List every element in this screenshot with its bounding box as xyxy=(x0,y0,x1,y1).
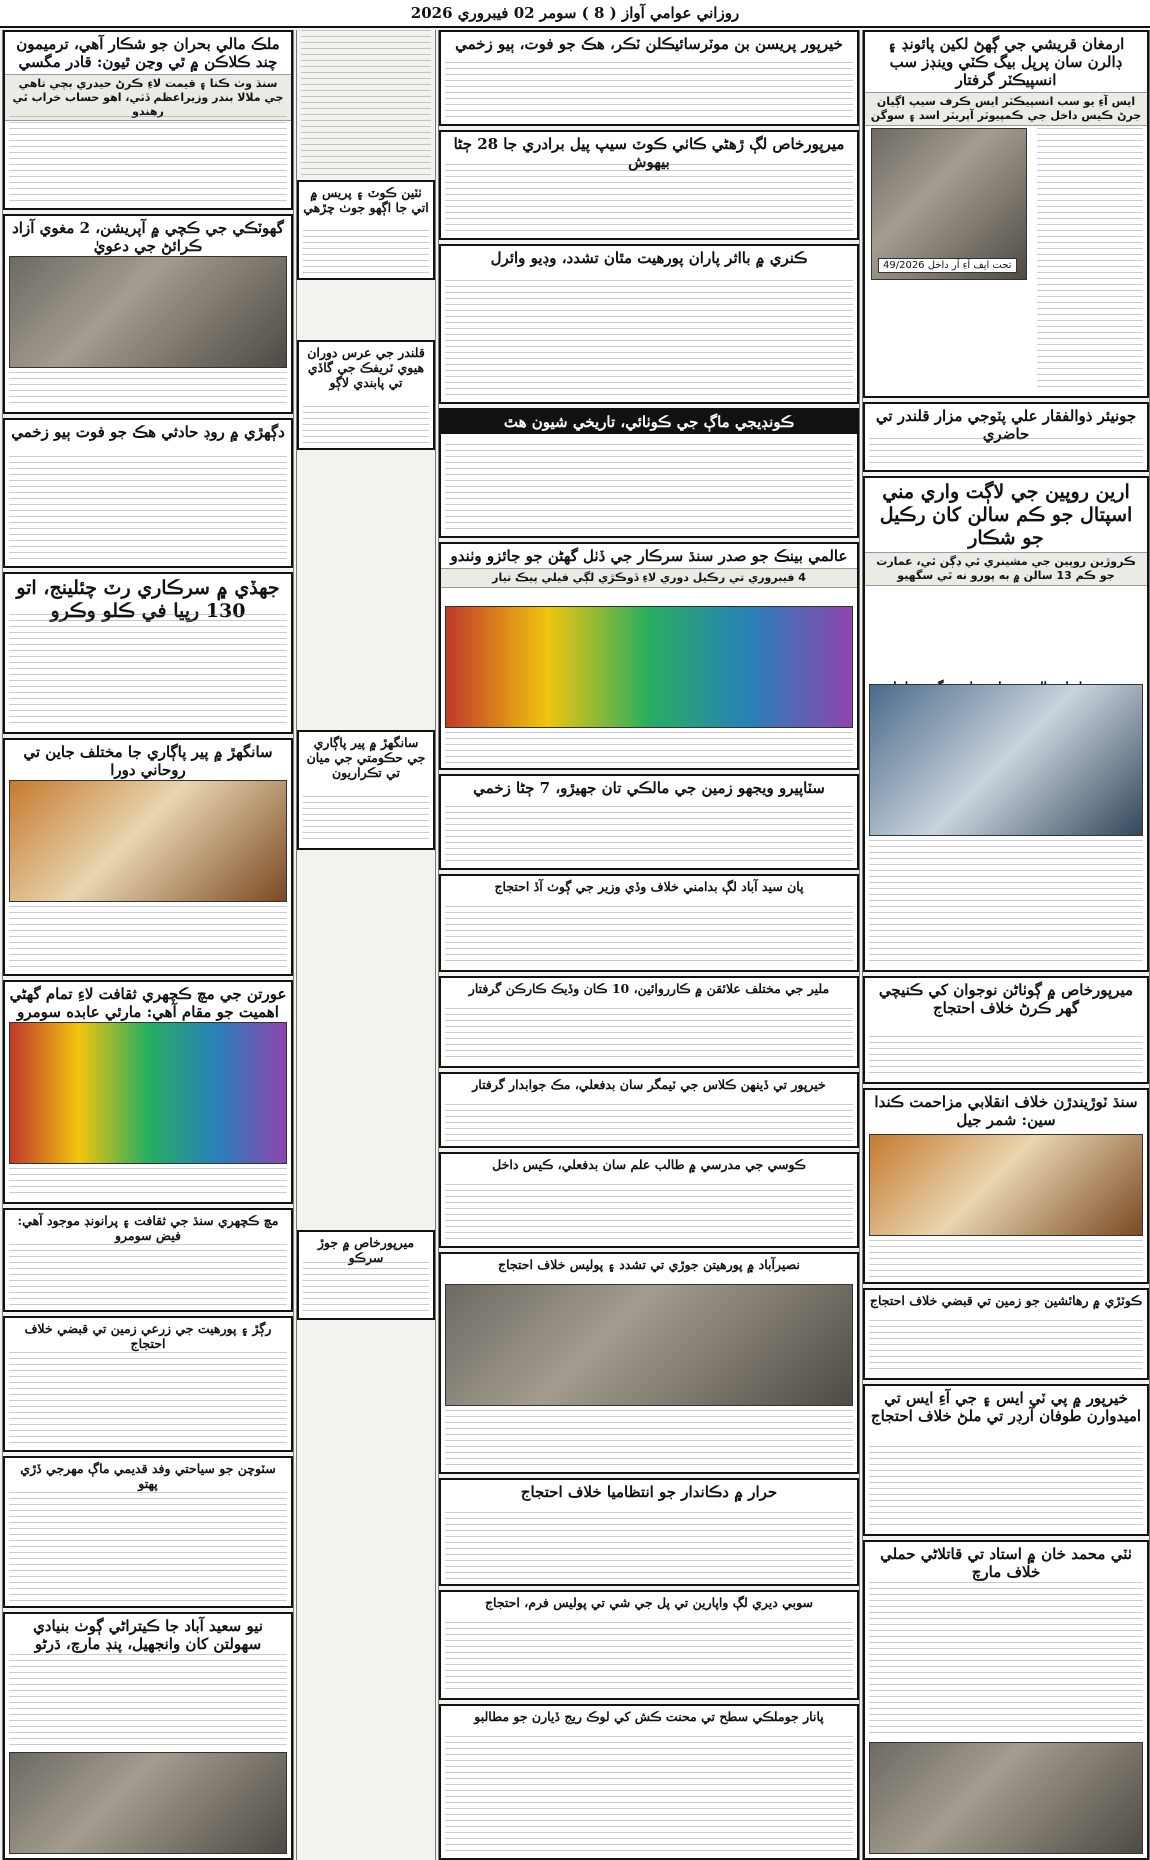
subheadline: ايس آءِ يو سب انسپيڪٽر ايس ڪرف سيپ اڳيان جرڻ ڪيس داخل جي ڪمپيوٽر آپريٽر اسد ۽ سوگن xyxy=(865,92,1147,126)
headline: پانار جوملڪي سطح تي محنت ڪش کي لوڪ ريج ڏيارن جو مطالبو xyxy=(474,1709,824,1724)
story-jhuddo-flour xyxy=(3,572,293,734)
headline: ٺٽي محمد خان ۾ استاد تي قاتلاڻي حملي خلاف مارچ xyxy=(880,1545,1132,1581)
story-kunri-video xyxy=(439,244,859,404)
story-sanghar-small xyxy=(297,730,435,850)
story-hospital xyxy=(863,476,1149,972)
story-pir-pagaro xyxy=(3,738,293,976)
headline: پان سيد آباد لڳ بدامني خلاف وڏي وزير جي ڳوٺ آڏ احتجاج xyxy=(494,879,804,894)
story-mirpurkhas-small xyxy=(297,1230,435,1320)
headline: ڪونڊيجي ماڳ جي ڪوٺائي، تاريخي شيون هٿ xyxy=(441,410,857,434)
story-unconscious xyxy=(439,130,859,240)
column-center-left xyxy=(296,30,436,1860)
headline: رڳڙ ۽ پورهيت جي زرعي زمين تي قبضي خلاف احتجاج xyxy=(24,1321,272,1351)
headline: سانگهڙ ۾ پير پاڳاري جا مختلف جاين تي روحاني دورا xyxy=(23,743,273,779)
story-dighri xyxy=(3,418,293,568)
headline: سٽوچن جو سياحتي وفد قديمي ماڳ مهرجي ڏڙي پهتو xyxy=(20,1461,276,1491)
headline: سٽاپيرو ويجهو زمين جي مالڪي تان جهيڙو، 7 ڄڻا زخمي xyxy=(473,779,825,797)
story-thatta-march xyxy=(863,1540,1149,1860)
headline: حرار ۾ دڪاندار جو انتظاميا خلاف احتجاج xyxy=(520,1483,778,1501)
rally-photo xyxy=(9,1752,287,1854)
headline: ارين روپين جي لاڳت واري مني اسپتال جو ڪم سالن کان رڪيل جو شڪار xyxy=(879,481,1133,549)
story-khairpur-candidates xyxy=(863,1384,1149,1536)
headline: قلندر جي عرس دوران هيوي ٽريفڪ جي گاڏي تي پابندي لاڳو xyxy=(307,345,425,390)
headline: نصيرآباد ۾ پورهيتن جوڙي تي تشدد ۽ پوليس خلاف احتجاج xyxy=(498,1257,800,1272)
headline: ٺٽين ڪوٽ ۽ پريس ۾ اتي جا اڳهو جوٺ چڙهي xyxy=(303,185,429,215)
headline: ڪوسي جي مدرسي ۾ طالب علم سان بدفعلي، ڪيس داخل xyxy=(492,1157,806,1172)
protest-photo xyxy=(445,1284,853,1406)
story-qadir-magsi xyxy=(3,30,293,210)
story-panar xyxy=(439,1704,859,1860)
school-photo xyxy=(445,606,853,728)
headline: سوبي ديري لڳ واپارين تي پل جي شي تي پوليس فرم، احتجاج xyxy=(484,1595,814,1610)
headline: گهوٽڪي جي ڪچي ۾ آپريشن، 2 مغوي آزاد ڪرائڻ جي دعويٰ xyxy=(12,219,284,255)
headline: ميرپورخاص لڳ ڙهڻي ڪاٺي ڪوٽ سيپ پيل برادري جا 28 ڄڻا بيهوش xyxy=(453,135,845,171)
headline: عالمي بينڪ جو صدر سنڌ سرڪار جي ڏٺل گهڻن جو جائزو وٺندو xyxy=(450,547,848,565)
story-qalandar-urs xyxy=(297,340,435,450)
press-conference-photo xyxy=(869,1134,1143,1236)
event-photo xyxy=(9,1022,287,1164)
story-ghotki xyxy=(3,214,293,414)
story-sindh-resistance xyxy=(863,1088,1149,1284)
headline: ڪوٽڙي ۾ رهائشين جو زمين تي قبضي خلاف احتجاج xyxy=(869,1293,1143,1308)
story-zulfiqar xyxy=(863,402,1149,472)
headline: ملڪ مالي بحران جو شڪار آهي، ترميمون چند ڪلاڪن ۾ ٿي وڃن ٿيون: قادر مگسي xyxy=(16,35,280,71)
headline: عورتن جي مچ ڪچهري ثقافت لاءِ تمام گهڻي اهميت جو مقام آهي: مارئي عابده سومرو xyxy=(9,985,287,1021)
headline: خيرپور ۾ پي ٽي ايس ۽ جي آءِ ايس تي اميدوارن طوفان آرڊر تي ملڻ خلاف احتجاج xyxy=(870,1389,1142,1425)
police-photo xyxy=(9,256,287,368)
headline: نيو سعيد آباد جا ڪيتراڻي ڳوٺ بنيادي سهولتن کان وانجهيل، پنڊ مارچ، ڌرڻو xyxy=(33,1617,263,1653)
story-new-saeedabad xyxy=(3,1612,293,1860)
headline: خيرپور تي ڏينهن ڪلاس جي ٽيمگر سان بدفعلي، مڪ جوابدار گرفتار xyxy=(472,1077,826,1092)
story-armaghan xyxy=(863,30,1149,398)
story-thatta-kot xyxy=(297,180,435,280)
headline: ڪنري ۾ بااثر پاران پورهيت مٿان تشدد، وڊيو وائرل xyxy=(490,249,808,267)
hospital-photo xyxy=(869,684,1143,836)
story-faiz-soomro xyxy=(3,1208,293,1312)
column-center-right xyxy=(438,30,860,1860)
story-sobi-dero xyxy=(439,1590,859,1700)
story-malir xyxy=(439,976,859,1068)
headline: خيرپور پريسن بن موٽرسائيڪلن ٽڪر، هڪ جو فوت، ٻيو زخمي xyxy=(455,35,843,53)
headline: مچ ڪچهري سنڌ جي ثقافت ۽ پرانونڊ موجود آهي: فيض سومرو xyxy=(17,1213,279,1243)
march-photo xyxy=(869,1742,1143,1854)
crowd-photo xyxy=(9,780,287,902)
headline: سانگهڙ ۾ پير پاڳاري جي حڪومتي جي ميان تي تڪراريون xyxy=(306,735,426,780)
story-hurar xyxy=(439,1478,859,1586)
subheadline: ڪروڙين روپين جي مشينري ٿي ڊڳن ٿي، عمارت جو ڪم 13 سالن ۾ به پورو نه ٿي سگهيو xyxy=(865,552,1147,586)
column-left xyxy=(2,30,294,1860)
masthead: روزاني عوامي آواز ( 8 ) سومر 02 فيبروري 2026 xyxy=(0,0,1150,28)
story-khairpur-arrest xyxy=(439,1072,859,1148)
headline: ملير جي مختلف علائقن ۾ ڪارروائين، 10 ڪان وڏيڪ ڪارڪن گرفتار xyxy=(468,981,830,996)
story-tourism xyxy=(3,1456,293,1608)
story-land-dispute xyxy=(439,774,859,870)
subheadline: 4 فيبروري تي رڪيل دوري لاءِ ڏوڪڙي لڳي فيلي پيڪ تيار xyxy=(441,568,857,588)
story-khairpur-accident xyxy=(439,30,859,126)
story-land-grab xyxy=(3,1316,293,1452)
subheadline: سنڌ وٺ ڪنا ۽ قيمت لاءِ ڪرڻ حيدري بچي تاهي جي ملالا بندر وزيراعظم ڏٺي، اهو حساب خراب ٿي رهندو xyxy=(5,74,291,121)
headline: جهڏي ۾ سرڪاري رٽ چئلينج، اتو 130 رپيا في ڪلو وڪرو xyxy=(16,577,280,622)
story-mirpurkhas-protest xyxy=(863,976,1149,1084)
story-nasirabad xyxy=(439,1252,859,1474)
story-world-bank xyxy=(439,542,859,770)
headline: دڳهڙي ۾ روڊ حادثي هڪ جو فوت ٻيو زخمي xyxy=(11,423,285,441)
headline: ميرپورخاص ۾ ڳوٺاڻن نوجوان کي ڪنيچي گهر ڪرڻ خلاف احتجاج xyxy=(878,981,1134,1017)
story-kondiji xyxy=(439,408,859,538)
headline: ميرپورخاص ۾ جوڙ سرڪو xyxy=(317,1235,415,1265)
headline: سنڌ ٽوڙيندڙن خلاف انقلابي مزاحمت ڪندا سين: شمر جيل xyxy=(874,1093,1138,1129)
story-syedabad xyxy=(439,874,859,972)
portrait-photo xyxy=(871,128,1027,280)
column-right xyxy=(862,30,1150,1860)
story-mach-kachehri-women xyxy=(3,980,293,1204)
story-madrassa xyxy=(439,1152,859,1248)
headline: ارمغان قريشي جي ڳهڻ لکين پائونڊ ۽ ڊالرن سان پرپل بيگ ڪٽي وينڊز سب انسپيڪٽر گرفتار xyxy=(887,35,1125,89)
photo-caption: 49/2026 تحت ايف آءِ آر داخل xyxy=(878,258,1017,273)
story-kotri-protest xyxy=(863,1288,1149,1380)
headline: جونيئر ذوالفقار علي پٽوجي مزار قلندر تي حاضري xyxy=(875,407,1137,443)
